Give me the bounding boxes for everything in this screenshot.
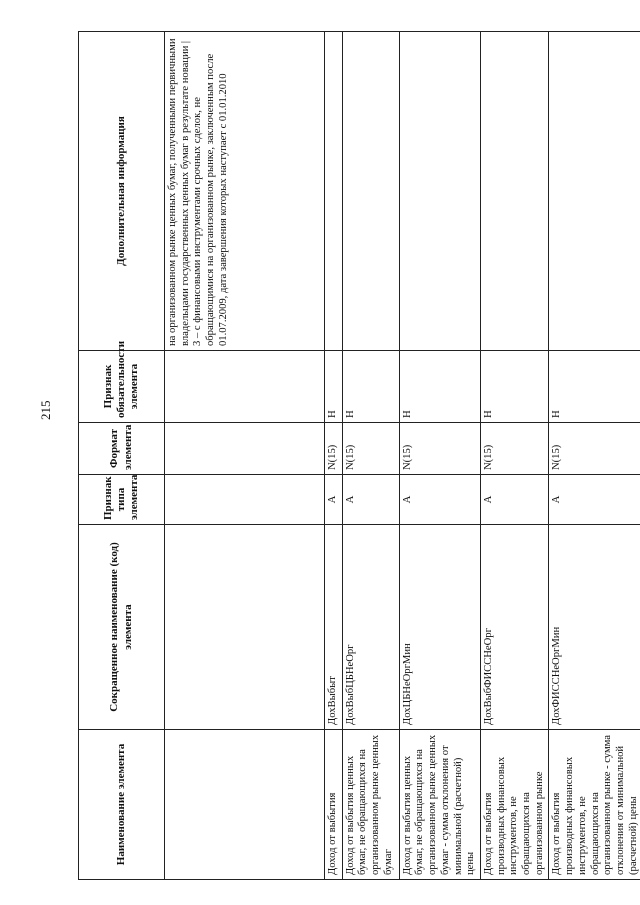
element-info (325, 32, 343, 351)
table-row (342, 32, 399, 880)
table-header-row (79, 32, 165, 880)
element-info (549, 32, 640, 351)
header-format: Формат элемента (79, 423, 165, 475)
element-name: Доход от выбытия производных финансовых инструментов, не обращающихся на организованном рынке (480, 730, 549, 880)
continuation-info: на организованном рынке ценных бумаг, полученными первичными владельцами государственных ценных бумаг в результате новации | 3 – с финансовыми инструментами срочных сделок, не обращающимися на организованном рынке, заключенным после 01.07.2009, дата завершения которых наступает с 01.01.2010 (165, 32, 325, 351)
header-code: Сокращенное наименование (код) элемента (79, 525, 165, 730)
element-code: ДохВыбыт (325, 525, 343, 730)
element-format: N(15) (325, 423, 343, 475)
element-name: Доход от выбытия ценных бумаг, не обращающихся на организованном рынке ценных бумаг - сумма отклонения от минимальной (расчетной) цены (399, 730, 480, 880)
table-cell (165, 423, 325, 475)
element-name: Доход от выбытия ценных бумаг, не обращающихся на организованном рынке ценных бумаг (342, 730, 399, 880)
element-type: А (480, 475, 549, 525)
element-required: Н (342, 351, 399, 423)
element-required: Н (325, 351, 343, 423)
element-name: Доход от выбытия (325, 730, 343, 880)
continuation-row (165, 32, 325, 880)
table-cell (165, 475, 325, 525)
element-format: N(15) (549, 423, 640, 475)
element-info (480, 32, 549, 351)
element-format: N(15) (399, 423, 480, 475)
element-name: Доход от выбытия производных финансовых инструментов, не обращающихся на организованном рынке - сумма отклонения от минимальной (расчетной) цены (549, 730, 640, 880)
header-required: Признак обязательности элемента (79, 351, 165, 423)
header-name: Наименование элемента (79, 730, 165, 880)
element-code: ДохВыбФИССНеОрг (480, 525, 549, 730)
table-cell (165, 730, 325, 880)
rotated-table-container (78, 32, 639, 880)
element-code: ДохФИССНеОргМин (549, 525, 640, 730)
element-type: А (342, 475, 399, 525)
table-row (399, 32, 480, 880)
header-type: Признак типа элемента (79, 475, 165, 525)
element-info (342, 32, 399, 351)
page-number: 215 (38, 400, 53, 420)
elements-table (78, 31, 640, 880)
header-info: Дополнительная информация (79, 32, 165, 351)
element-code: ДохВыбЦБНеОрг (342, 525, 399, 730)
element-format: N(15) (342, 423, 399, 475)
element-type: А (549, 475, 640, 525)
table-row (325, 32, 343, 880)
element-type: А (325, 475, 343, 525)
table-cell (165, 525, 325, 730)
element-format: N(15) (480, 423, 549, 475)
element-required: Н (399, 351, 480, 423)
element-required: Н (549, 351, 640, 423)
element-type: А (399, 475, 480, 525)
table-row (549, 32, 640, 880)
element-required: Н (480, 351, 549, 423)
element-code: ДохЦБНеОргМин (399, 525, 480, 730)
table-row (480, 32, 549, 880)
table-cell (165, 351, 325, 423)
element-info (399, 32, 480, 351)
